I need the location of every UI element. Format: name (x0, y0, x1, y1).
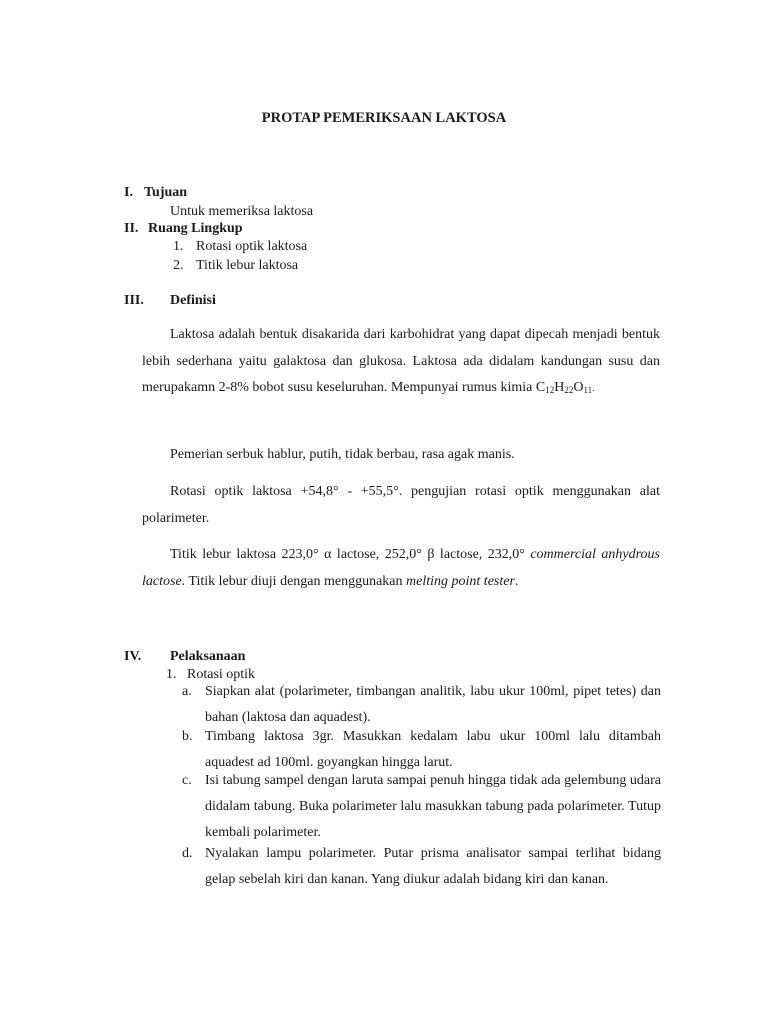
definisi-paragraph-1-text: Laktosa adalah bentuk disakarida dari karbohidrat yang dapat dipecah menjadi bentuk lebih sederhana yaitu galaktosa dan glukosa. Laktosa ada didalam kandungan susu dan merupakamn 2-8% bobot susu keseluruhan. Mempunyai rumus kimia (142, 327, 660, 396)
chemical-formula: $C_{12}H_{22}O_{11}$. (535, 380, 595, 396)
subsection-heading: Rotasi optik (187, 667, 256, 682)
definisi-paragraph-2-text: Pemerian serbuk hablur, putih, tidak berbau, rasa agak manis. (170, 447, 515, 462)
list-item-text: Titik lebur laktosa (196, 258, 299, 273)
step-letter: a. (182, 684, 192, 699)
definisi-paragraph-2 (142, 442, 660, 469)
definisi-paragraph-1 (142, 322, 660, 402)
italic-term: commercial anhydrous lactose (142, 547, 660, 589)
section-heading-tujuan: Tujuan (144, 185, 188, 200)
section-number-definisi: III. (124, 293, 144, 308)
step-text: Nyalakan lampu polarimeter. Putar prisma analisator sampai terlihat bidang gelap sebelah kiri dan kanan. Yang diukur adalah bidang kiri dan kanan. (205, 846, 661, 887)
page-title: PROTAP PEMERIKSAAN LAKTOSA (261, 110, 507, 126)
step-letter: d. (182, 846, 193, 861)
section-heading-pelaksanaan: Pelaksanaan (170, 649, 246, 664)
italic-term: melting point tester (406, 573, 515, 589)
definisi-paragraph-4: Titik lebur laktosa 223,0° α lactose, 252,0° β lactose, 232,0° commercial anhydrous lactose. Titik lebur diuji dengan menggunakan melting point tester. (142, 547, 660, 589)
section-heading-definisi: Definisi (170, 293, 216, 308)
step-text: Siapkan alat (polarimeter, timbangan analitik, labu ukur 100ml, pipet tetes) dan bahan (laktosa dan aquadest). (205, 684, 661, 725)
section-heading-ruang-lingkup: Ruang Lingkup (148, 221, 243, 236)
list-item-number: 1. (173, 239, 184, 254)
subsection-number: 1. (166, 667, 177, 682)
step-letter: b. (182, 729, 193, 744)
step-letter: c. (182, 773, 192, 788)
section-number-ruang-lingkup: II. (124, 221, 139, 236)
definisi-paragraph-3-text: Rotasi optik laktosa +54,8° - +55,5°. pengujian rotasi optik menggunakan alat polarimeter. (142, 484, 660, 526)
section-number-pelaksanaan: IV. (124, 649, 142, 664)
definisi-paragraph-3 (142, 479, 660, 532)
step-text: Isi tabung sampel dengan laruta sampai penuh hingga tidak ada gelembung udara didalam tabung. Buka polarimeter lalu masukkan tabung pada polarimeter. Tutup kembali polarimeter. (205, 773, 661, 840)
list-item-text: Rotasi optik laktosa (196, 239, 308, 254)
step-text: Timbang laktosa 3gr. Masukkan kedalam labu ukur 100ml lalu ditambah aquadest ad 100ml. goyangkan hingga larut. (205, 729, 661, 770)
section-number-tujuan: I. (124, 185, 133, 200)
section-body-tujuan: Untuk memeriksa laktosa (170, 204, 314, 219)
list-item-number: 2. (173, 258, 184, 273)
